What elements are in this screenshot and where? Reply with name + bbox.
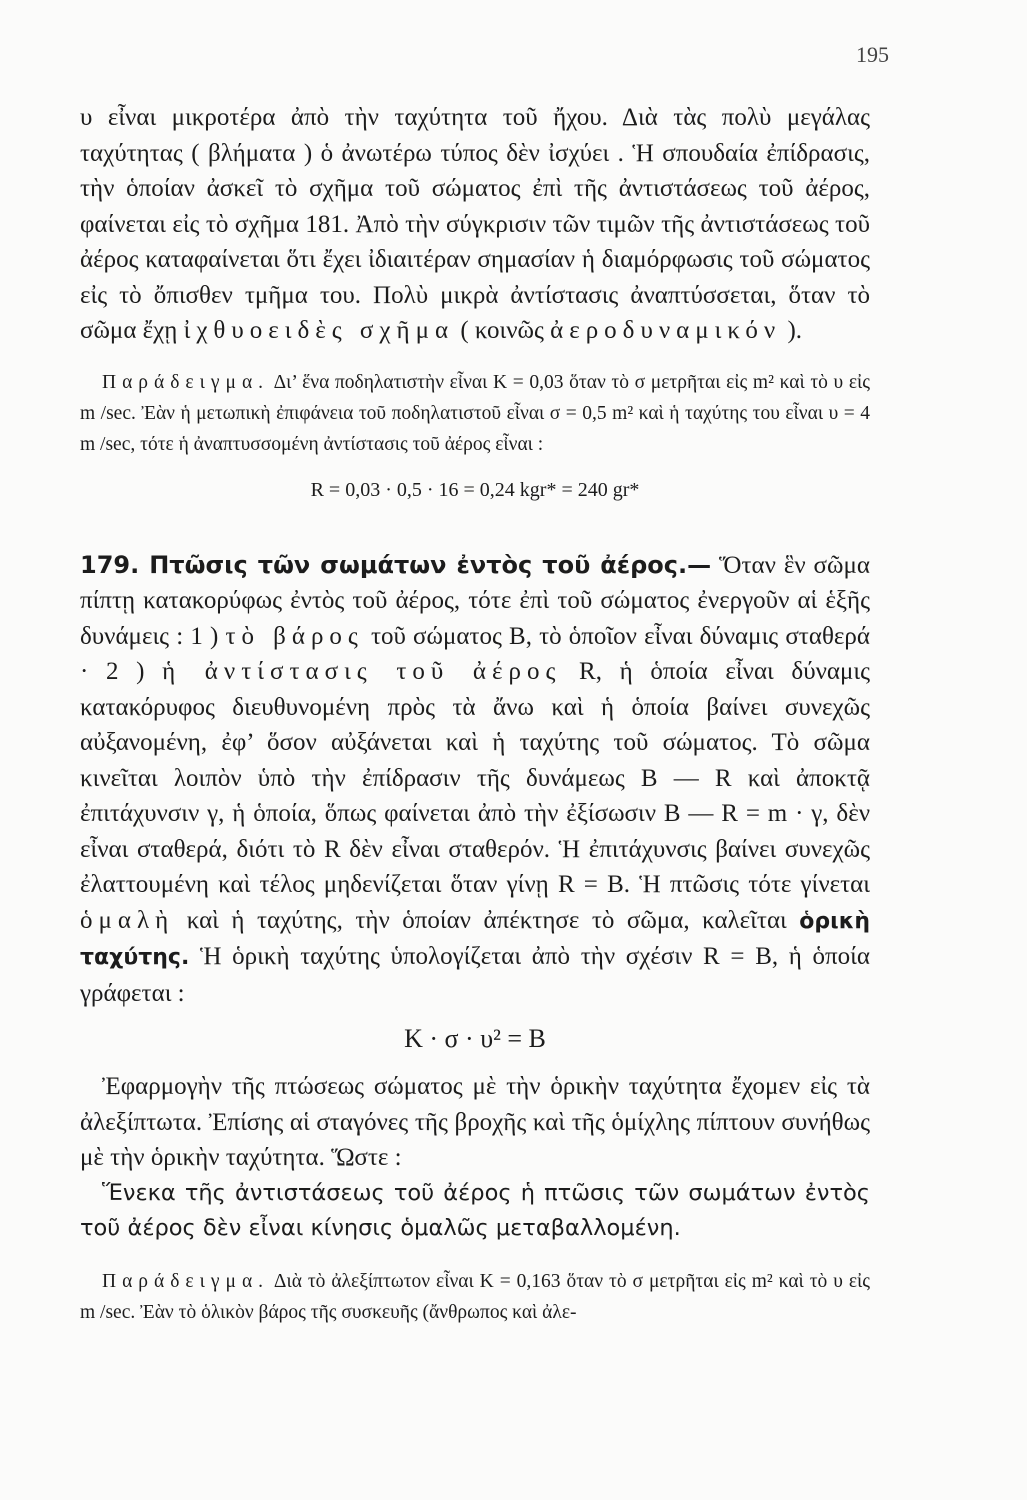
page-body	[80, 100, 870, 1328]
term-terminal-velocity: ὁρικὴ ταχύτης.	[80, 908, 870, 970]
emphasis-uniform: ὁμαλὴ	[80, 906, 175, 934]
intro-paragraph	[80, 100, 870, 349]
section-heading: 179. Πτῶσις τῶν σωμάτων ἐντὸς τοῦ ἀέρος.—	[80, 550, 712, 579]
section-179-text-e: Ἡ ὁρικὴ ταχύτης ὑπολογίζεται ἀπὸ τὴν σχέσιν R = B, ἡ ὁποία γράφεται :	[80, 943, 870, 1007]
section-179-text-a: Ὅταν ἓν σῶμα πίπτῃ κατακορύφως ἐντὸς τοῦ ἀέρος, τότε ἐπὶ τοῦ σώματος ἐνεργοῦν αἱ ἑξῆς δυνάμεις : 1 )	[80, 551, 870, 650]
emphasis-fish-shaped: ἰχθυοειδὲς σχῆμα	[183, 317, 455, 344]
emphasis-air-resistance: ἡ ἀντίστασις τοῦ ἀέρος	[162, 658, 562, 685]
example-parachute	[80, 1266, 870, 1328]
application-paragraph: Ἐφαρμογὴν τῆς πτώσεως σώματος μὲ τὴν ὁρικὴν ταχύτητα ἔχομεν εἰς τὰ ἀλεξίπτωτα. Ἐπίσης αἱ σταγόνες τῆς βροχῆς καὶ τῆς ὁμίχλης πίπτουν συνήθως μὲ τὴν ὁρικὴν ταχύτητα. Ὥστε :	[80, 1073, 870, 1171]
example-cyclist-text: Δι’ ἕνα ποδηλατιστὴν εἶναι K = 0,03 ὅταν τὸ σ μετρῆται εἰς m² καὶ τὸ υ εἰς m /sec. Ἐὰν ἡ μετωπικὴ ἐπιφάνεια τοῦ ποδηλατιστοῦ εἶναι σ = 0,5 m² καὶ ἡ ταχύτης του εἶναι υ = 4 m /sec, τότε ἡ ἀναπτυσσομένη ἀντίστασις τοῦ ἀέρος εἶναι :	[80, 371, 870, 455]
example-label-2: Παράδειγμα.	[102, 1270, 270, 1292]
section-179	[80, 548, 870, 1012]
intro-text: υ εἶναι μικροτέρα ἀπὸ τὴν ταχύτητα τοῦ ἤχου. Διὰ τὰς πολὺ μεγάλας ταχύτητας ( βλήματα ) ὁ ἀνωτέρω τύπος δὲν ἰσχύει . Ἡ σπουδαία ἐπίδρασις, τὴν ὁποίαν ἀσκεῖ τὸ σχῆμα τοῦ σώματος ἐπὶ τῆς ἀντιστάσεως τοῦ ἀέρος, φαίνεται εἰς τὸ σχῆμα 181. Ἀπὸ τὴν σύγκρισιν τῶν τιμῶν τῆς ἀντιστάσεως τοῦ ἀέρος καταφαίνεται ὅτι ἔχει ἰδιαιτέραν σημασίαν ἡ διαμόρφωσις τοῦ σώματος εἰς τὸ ὄπισθεν τμῆμα του. Πολὺ μικρὰ ἀντίστασις ἀναπτύσσεται, ὅταν τὸ σῶμα ἔχῃ	[80, 104, 870, 344]
example-parachute-text: Διὰ τὸ ἀλεξίπτωτον εἶναι K = 0,163 ὅταν τὸ σ μετρῆται εἰς m² καὶ τὸ υ εἰς m /sec. Ἐὰν τὸ ὁλικὸν βάρος τῆς συσκευῆς (ἄνθρωπος καὶ ἀλε-	[80, 1270, 870, 1323]
emphasis-weight: τὸ βάρος	[225, 622, 364, 650]
section-179-text-b: τοῦ σώματος B, τὸ ὁποῖον εἶναι δύναμις σταθερά · 2 )	[80, 622, 870, 685]
page-number: 195	[856, 42, 889, 67]
rule-statement: Ἕνεκα τῆς ἀντιστάσεως τοῦ ἀέρος ἡ πτῶσις τῶν σωμάτων ἐντὸς τοῦ ἀέρος δὲν εἶναι κίνησις ὁμαλῶς μεταβαλλομένη.	[80, 1179, 870, 1241]
intro-mid: ( κοινῶς	[454, 317, 551, 344]
formula-resistance: R = 0,03 · 0,5 · 16 = 0,24 kgr* = 240 gr*	[310, 478, 640, 501]
formula-terminal-velocity: K · σ · υ² = B	[404, 1024, 546, 1053]
intro-end: ).	[781, 317, 803, 344]
section-179-text-c: R, ἡ ὁποία εἶναι δύναμις κατακόρυφος διευθυνομένη πρὸς τὰ ἄνω καὶ ἡ ὁποία βαίνει συνεχῶς αὐξανομένη, ἐφ’ ὅσον αὐξάνεται καὶ ἡ ταχύτης τοῦ σώματος. Τὸ σῶμα κινεῖται λοιπὸν ὑπὸ τὴν ἐπίδρασιν τῆς δυνάμεως B — R καὶ ἀποκτᾷ ἐπιτάχυνσιν γ, ἡ ὁποία, ὅπως φαίνεται ἀπὸ τὴν ἐξίσωσιν B — R = m · γ, δὲν εἶναι σταθερά, διότι τὸ R δὲν εἶναι σταθερόν. Ἡ ἐπιτάχυνσις βαίνει συνεχῶς ἐλαττουμένη καὶ τέλος μηδενίζεται ὅταν γίνῃ R = B. Ἡ πτῶσις τότε γίνεται	[80, 658, 871, 898]
example-cyclist	[80, 367, 870, 460]
example-label: Παράδειγμα.	[102, 371, 270, 393]
emphasis-aerodynamic: ἀεροδυναμικόν	[550, 317, 782, 344]
section-179-text-d: καὶ ἡ ταχύτης, τὴν ὁποίαν ἀπέκτησε τὸ σῶμα, καλεῖται	[174, 906, 800, 934]
